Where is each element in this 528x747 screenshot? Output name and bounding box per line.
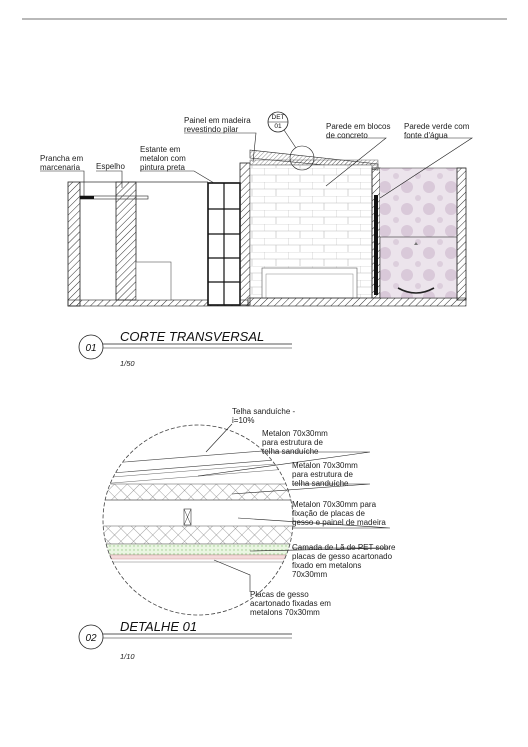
- label-metalon3-3: gesso e painel de madeira: [292, 518, 386, 527]
- label-painel-1: Painel em madeira: [184, 116, 251, 125]
- label-metalon1-2: para estrutura de: [262, 438, 323, 447]
- label-parede-blocos-2: de concreto: [326, 131, 368, 140]
- label-camada-2: placas de gesso acartonado: [292, 552, 393, 561]
- section-drawing: [68, 150, 466, 306]
- label-parede-verde-1: Parede verde com: [404, 122, 470, 131]
- detail-number: 02: [85, 633, 97, 644]
- label-painel-2: revestindo pilar: [184, 125, 239, 134]
- label-metalon2-3: telha sanduíche: [292, 479, 349, 488]
- label-estante-1: Estante em: [140, 145, 181, 154]
- detail-title: DETALHE 01: [120, 619, 198, 634]
- label-parede-verde-2: fonte d'água: [404, 131, 448, 140]
- label-camada-1: Camada de Lã de PET sobre: [292, 543, 396, 552]
- label-camada-3: fixado em metalons: [292, 561, 362, 570]
- label-espelho: Espelho: [96, 162, 125, 171]
- label-placas-3: metalons 70x30mm: [250, 608, 320, 617]
- label-estante-3: pintura preta: [140, 163, 185, 172]
- label-placas-1: Placas de gesso: [250, 590, 309, 599]
- det-marker-top: DET: [271, 114, 285, 121]
- label-placas-2: acartonado fixadas em: [250, 599, 331, 608]
- detail-scale: 1/10: [120, 652, 135, 661]
- label-metalon2-1: Metalon 70x30mm: [292, 461, 358, 470]
- section-number: 01: [85, 343, 97, 354]
- label-camada-4: 70x30mm: [292, 570, 328, 579]
- det-marker-bottom: 01: [274, 123, 282, 130]
- label-metalon3-2: fixação de placas de: [292, 509, 365, 518]
- label-metalon2-2: para estrutura de: [292, 470, 353, 479]
- label-prancha-2: marcenaria: [40, 163, 81, 172]
- label-estante-2: metalon com: [140, 154, 186, 163]
- label-metalon1-3: telha sanduíche: [262, 447, 319, 456]
- label-parede-blocos-1: Parede em blocos: [326, 122, 391, 131]
- section-scale: 1/50: [120, 359, 135, 368]
- label-metalon1-1: Metalon 70x30mm: [262, 429, 328, 438]
- section-title: CORTE TRANSVERSAL: [120, 329, 265, 344]
- label-telha-2: i=10%: [232, 416, 255, 425]
- section-title-block: [79, 329, 292, 368]
- label-metalon3-1: Metalon 70x30mm para: [292, 500, 377, 509]
- label-telha-1: Telha sanduíche -: [232, 407, 296, 416]
- label-prancha-1: Prancha em: [40, 154, 84, 163]
- detail-title-block: [79, 619, 292, 661]
